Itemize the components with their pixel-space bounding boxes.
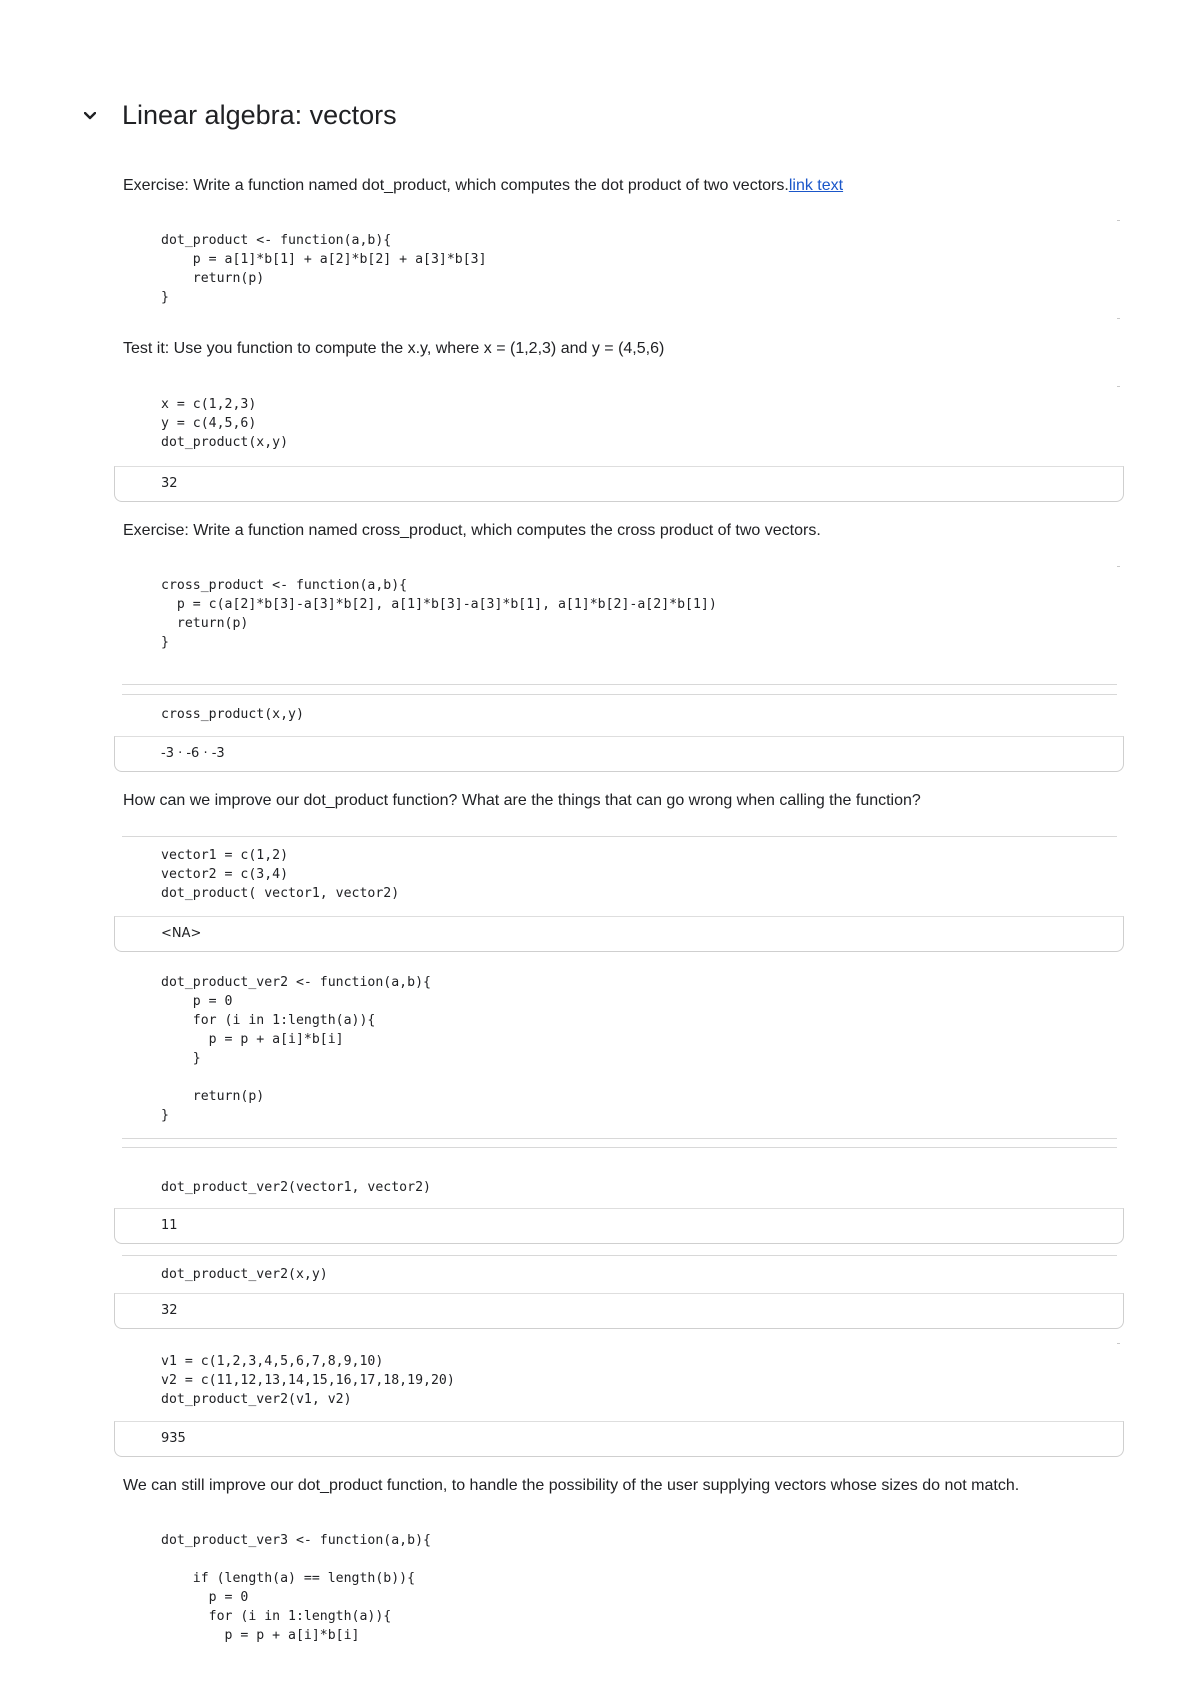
- code-line: dot_product_ver2(vector1, vector2): [161, 1180, 431, 1195]
- chevron-down-icon[interactable]: [80, 106, 100, 126]
- code-cell-dot-product-definition[interactable]: [161, 231, 487, 307]
- code-line: v1 = c(1,2,3,4,5,6,7,8,9,10): [161, 1354, 384, 1369]
- code-cell-dot-product-ver3-definition[interactable]: [161, 1531, 431, 1645]
- cell-edge-marker: [1117, 386, 1120, 387]
- code-line: p = p + a[i]*b[i]: [161, 1628, 360, 1643]
- code-line: dot_product_ver2(v1, v2): [161, 1392, 352, 1407]
- code-line: v2 = c(11,12,13,14,15,16,17,18,19,20): [161, 1373, 455, 1388]
- cell-divider: [122, 694, 1117, 695]
- code-line: p = 0: [161, 994, 233, 1009]
- markdown-cell-cross-product-exercise: Exercise: Write a function named cross_product, which computes the cross product of two vectors.: [123, 522, 821, 539]
- output-cell: [114, 1293, 1124, 1329]
- output-cell: [114, 466, 1124, 502]
- code-line: x = c(1,2,3): [161, 397, 257, 412]
- code-line: for (i in 1:length(a)){: [161, 1013, 376, 1028]
- cell-divider: [122, 836, 1117, 837]
- output-cell: [114, 1421, 1124, 1457]
- code-line: vector1 = c(1,2): [161, 848, 289, 863]
- output-value: 32: [161, 476, 178, 491]
- markdown-cell-test-it: Test it: Use you function to compute the x.y, where x = (1,2,3) and y = (4,5,6): [123, 340, 665, 357]
- code-line: dot_product(x,y): [161, 435, 289, 450]
- cell-divider: [122, 1138, 1117, 1139]
- code-line: dot_product_ver2(x,y): [161, 1267, 328, 1282]
- code-line: p = c(a[2]*b[3]-a[3]*b[2], a[1]*b[3]-a[3]*b[1], a[1]*b[2]-a[2]*b[1]): [161, 597, 717, 612]
- code-line: return(p): [161, 271, 265, 286]
- cell-divider: [122, 684, 1117, 685]
- code-line: }: [161, 290, 169, 305]
- output-value: 935: [161, 1431, 186, 1446]
- link-text[interactable]: link text: [788, 177, 844, 194]
- code-line: if (length(a) == length(b)){: [161, 1571, 416, 1586]
- code-line: dot_product( vector1, vector2): [161, 886, 400, 901]
- output-value: <NA>: [161, 926, 202, 941]
- code-line: return(p): [161, 616, 249, 631]
- code-line: return(p): [161, 1089, 265, 1104]
- code-cell-dot-product-test[interactable]: [161, 395, 288, 452]
- cell-edge-marker: [1117, 318, 1120, 319]
- code-cell-vector-test[interactable]: [161, 846, 399, 903]
- output-cell: [114, 1208, 1124, 1244]
- code-line: cross_product(x,y): [161, 707, 304, 722]
- exercise-text: Exercise: Write a function named dot_product, which computes the dot product of two vectors.: [123, 177, 789, 194]
- code-cell-ver2-v1-v2-call[interactable]: [161, 1352, 455, 1409]
- code-line: cross_product <- function(a,b){: [161, 578, 408, 593]
- code-line: vector2 = c(3,4): [161, 867, 289, 882]
- code-cell-cross-product-call[interactable]: [161, 705, 304, 724]
- output-value: 32: [161, 1303, 178, 1318]
- cell-divider: [122, 1147, 1117, 1148]
- code-cell-dot-product-ver2-definition[interactable]: [161, 973, 431, 1125]
- code-line: }: [161, 635, 169, 650]
- markdown-cell-dot-product-exercise: [123, 177, 843, 195]
- output-cell: [114, 736, 1124, 772]
- code-line: dot_product_ver3 <- function(a,b){: [161, 1533, 431, 1548]
- output-value: 11: [161, 1218, 178, 1233]
- section-header: [80, 100, 397, 131]
- cell-edge-marker: [1117, 566, 1120, 567]
- markdown-cell-improve-question: How can we improve our dot_product function? What are the things that can go wrong when calling the function?: [123, 792, 921, 809]
- output-cell: [114, 916, 1124, 952]
- code-line: p = a[1]*b[1] + a[2]*b[2] + a[3]*b[3]: [161, 252, 487, 267]
- section-title: Linear algebra: vectors: [122, 100, 397, 130]
- code-line: for (i in 1:length(a)){: [161, 1609, 392, 1624]
- markdown-cell-improve-further: We can still improve our dot_product function, to handle the possibility of the user supplying vectors whose sizes do not match.: [123, 1477, 1020, 1494]
- code-line: dot_product_ver2 <- function(a,b){: [161, 975, 431, 990]
- code-line: p = 0: [161, 1590, 249, 1605]
- code-cell-ver2-xy-call[interactable]: [161, 1265, 328, 1284]
- cell-edge-marker: [1117, 220, 1120, 221]
- code-cell-cross-product-definition[interactable]: [161, 576, 717, 652]
- cell-divider: [122, 1255, 1117, 1256]
- code-line: p = p + a[i]*b[i]: [161, 1032, 344, 1047]
- code-line: }: [161, 1108, 169, 1123]
- code-cell-ver2-vectors-call[interactable]: [161, 1178, 431, 1197]
- code-line: y = c(4,5,6): [161, 416, 257, 431]
- code-line: }: [161, 1051, 201, 1066]
- output-value: -3 · -6 · -3: [161, 746, 225, 761]
- cell-edge-marker: [1117, 1343, 1120, 1344]
- code-line: [161, 1070, 193, 1085]
- code-line: dot_product <- function(a,b){: [161, 233, 392, 248]
